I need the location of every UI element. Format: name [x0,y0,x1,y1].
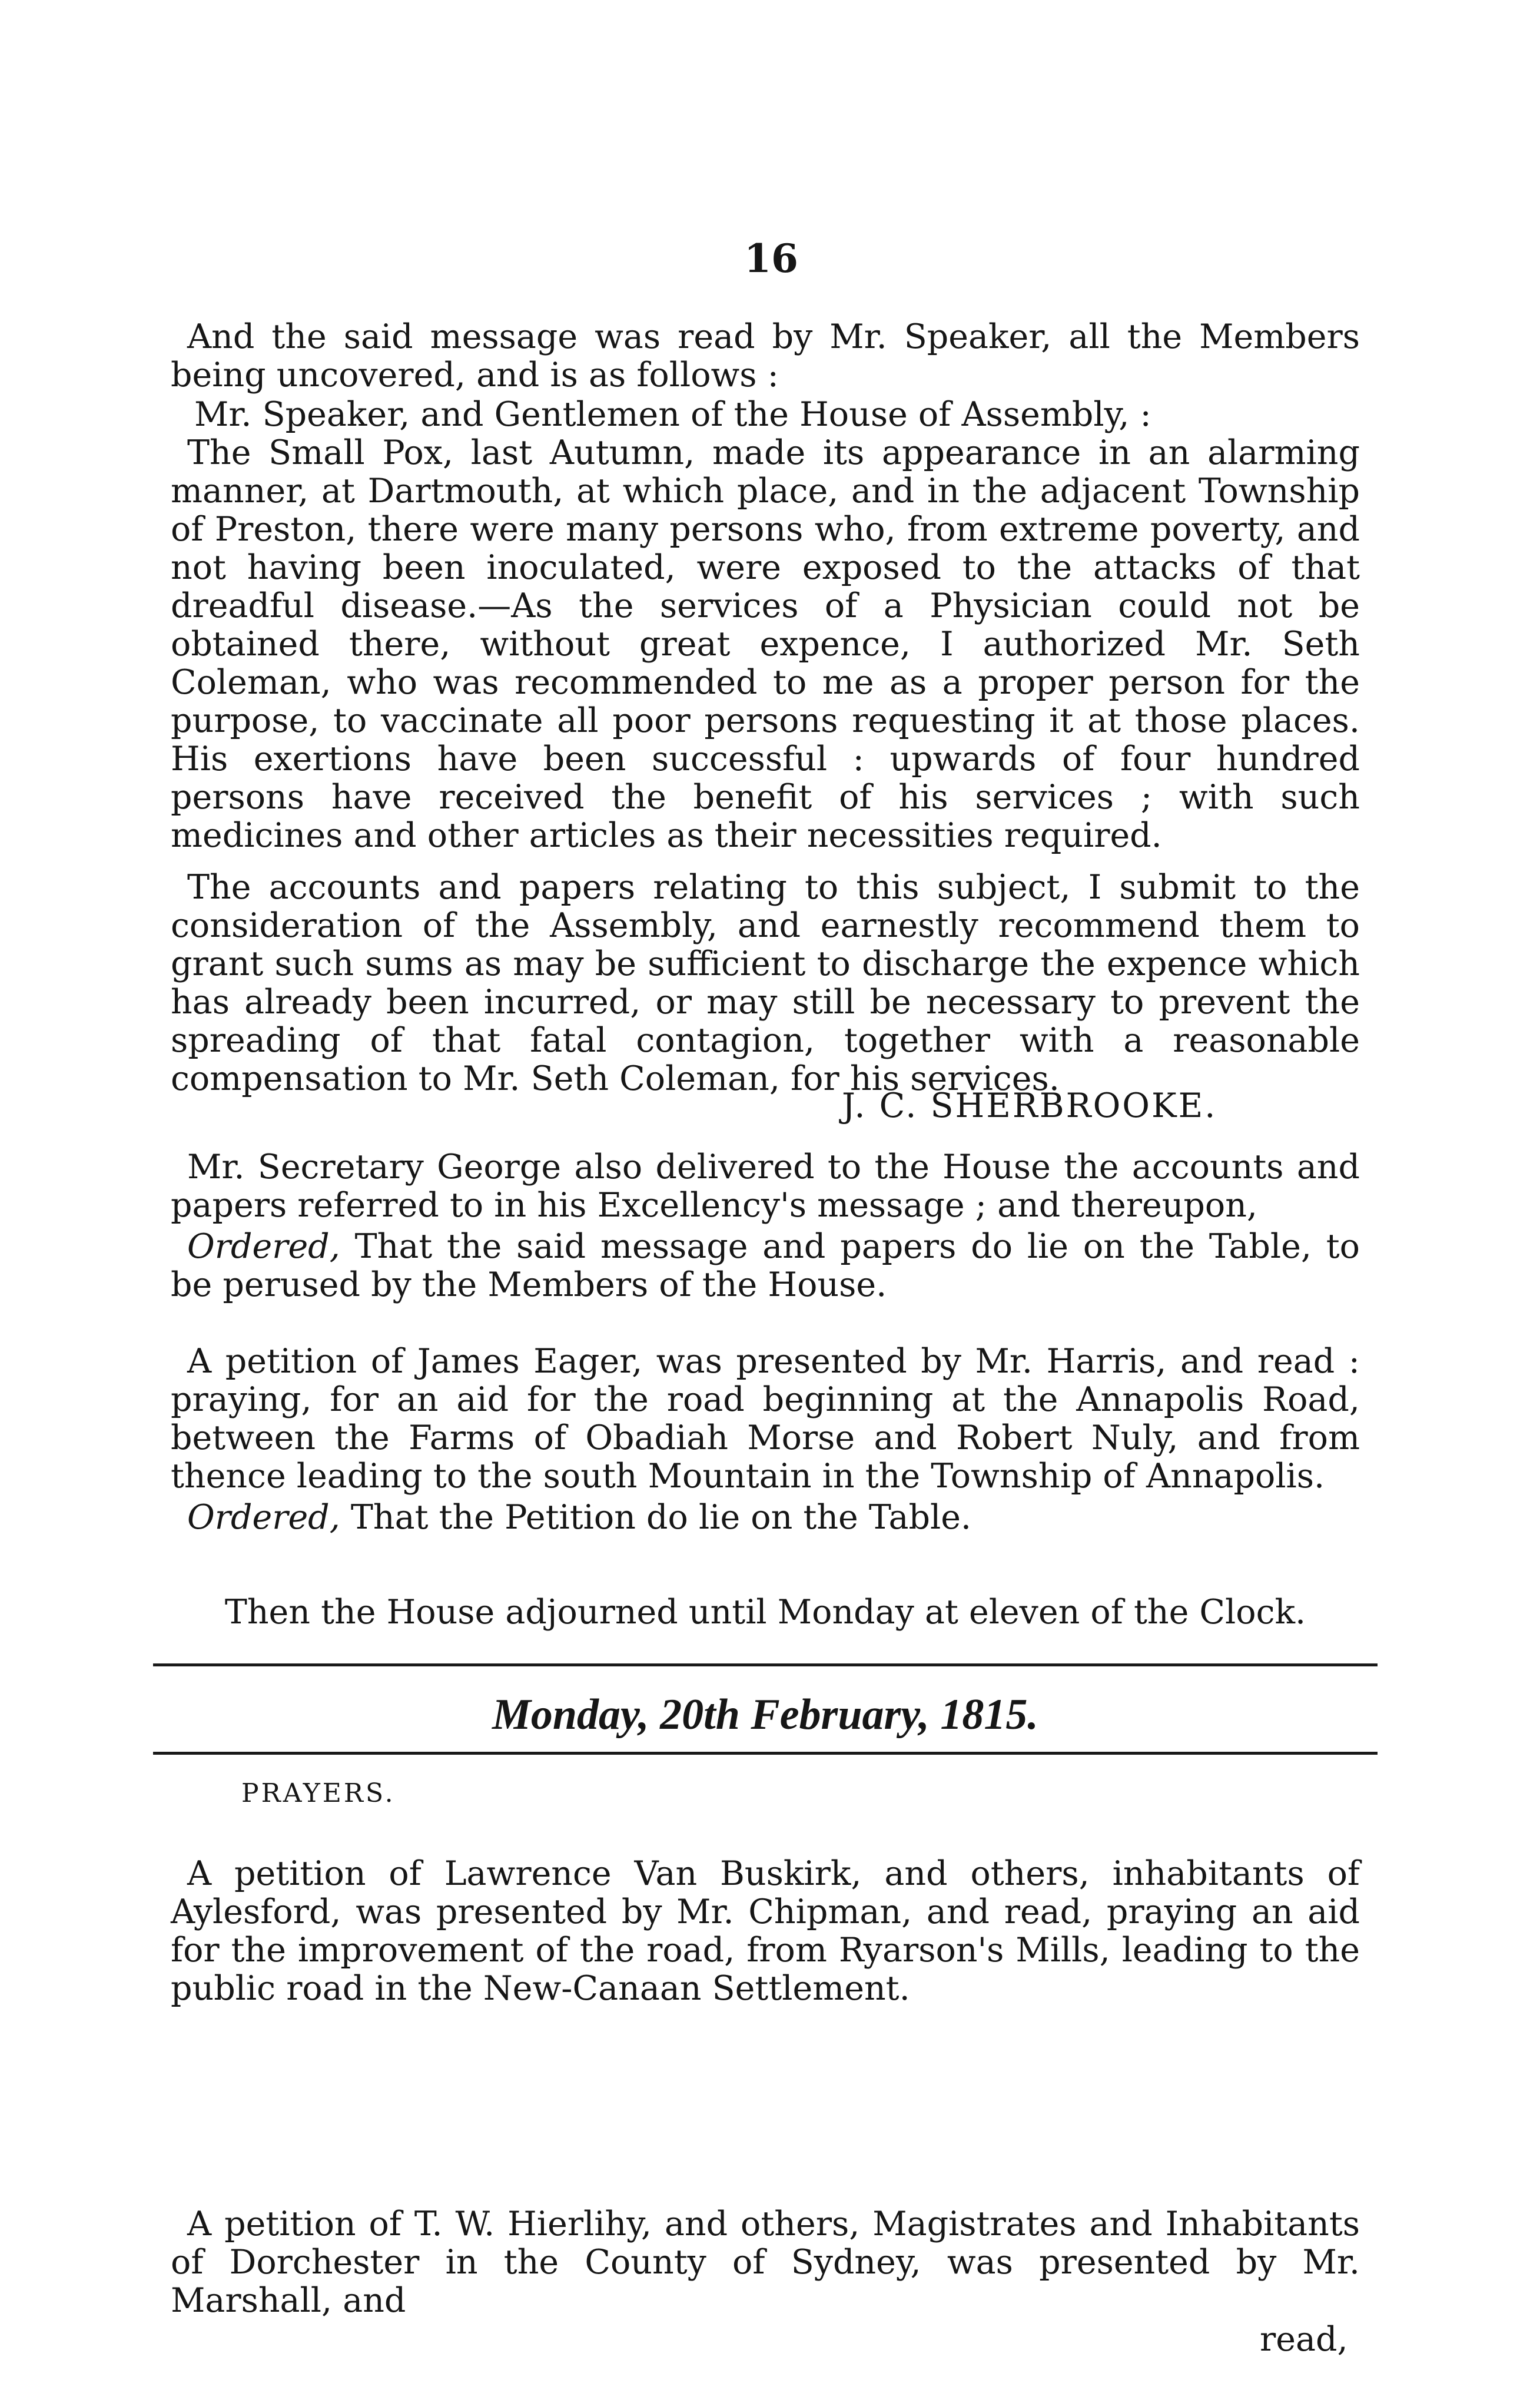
ordered-paragraph-2 [171,1499,1360,1537]
ordered-1-text: That the said message and papers do lie on the Table, to be perused by the Members of the House. [171,1227,1360,1304]
ordered-1 [171,1228,1360,1304]
section-rule-top [153,1663,1378,1666]
message-para-2: The accounts and papers relating to this subject, I submit to the consideration of the Assembly, and earnestly recommend them to grant such sums as may be sufficient to discharge the expence which has already been incurred, or may still be necessary to prevent the spreading of that fatal contagion, together with a reasonable compensation to Mr. Seth Coleman, for his services. [171,868,1360,1098]
salutation: Mr. Speaker, and Gentlemen of the House of Assembly, : [194,395,1151,434]
adjournment-line: Then the House adjourned until Monday at eleven of the Clock. [224,1593,1306,1632]
ordered-2-text: That the Petition do lie on the Table. [340,1498,972,1537]
message-para-1: The Small Pox, last Autumn, made its appearance in an alarming manner, at Dartmouth, at which place, and in the adjacent Township of Preston, there were many persons who, from extreme poverty, and not having been inoculated, were exposed to the attacks of that dreadful disease.—As the services of a Physician could not be obtained there, without great expence, I authorized Mr. Seth Coleman, who was recommended to me as a proper person for the purpose, to vaccinate all poor persons requesting it at those places. His exertions have been successful : upwards of four hundred persons have received the benefit of his services ; with such medicines and other articles as their necessities required. [171,433,1360,855]
intro-text: And the said message was read by Mr. Speaker, all the Members being uncovered, and is as follows : [171,317,1360,395]
ordered-paragraph-1 [171,1228,1360,1304]
date-heading: Monday, 20th February, 1815. [492,1691,1038,1739]
page-number: 16 [744,236,798,281]
salutation-block [194,396,1383,434]
petition-eager: A petition of James Eager, was presented by Mr. Harris, and read : praying, for an aid for the road beginning at the Annapolis Road, between the Farms of Obadiah Morse and Robert Nuly, and from thence leading to the south Mountain in the Township of Annapolis. [171,1342,1360,1496]
section-rule-bottom [153,1752,1378,1755]
catchword: read, [1260,2320,1348,2359]
secretary-text: Mr. Secretary George also delivered to the House the accounts and papers referred to in his Excellency's message ; and thereupon, [171,1148,1360,1225]
signature: J. C. SHERBROOKE. [842,1086,1217,1125]
intro-paragraph [171,318,1360,395]
message-paragraph-1 [171,434,1360,855]
petition-vanbuskirk: A petition of Lawrence Van Buskirk, and others, inhabitants of Aylesford, was presented by Mr. Chipman, and read, praying an aid for the improvement of the road, from Ryarson's Mills, leading to the public road in the New-Canaan Settlement. [171,1854,1360,2008]
secretary-paragraph [171,1148,1360,1225]
petition-hierlihy: A petition of T. W. Hierlihy, and others, Magistrates and Inhabitants of Dorchester in the County of Sydney, was presented by Mr. Marshall, and [171,2205,1360,2320]
ordered-2 [171,1499,1360,1537]
ordered-1-label: Ordered, [187,1227,340,1266]
message-paragraph-2 [171,869,1360,1098]
prayers-heading: PRAYERS. [241,1778,396,1808]
petition-eager-paragraph [171,1343,1360,1496]
petition-hierlihy-paragraph [171,2205,1360,2320]
petition-vanbuskirk-paragraph [171,1855,1360,2008]
ordered-2-label: Ordered, [187,1498,340,1537]
